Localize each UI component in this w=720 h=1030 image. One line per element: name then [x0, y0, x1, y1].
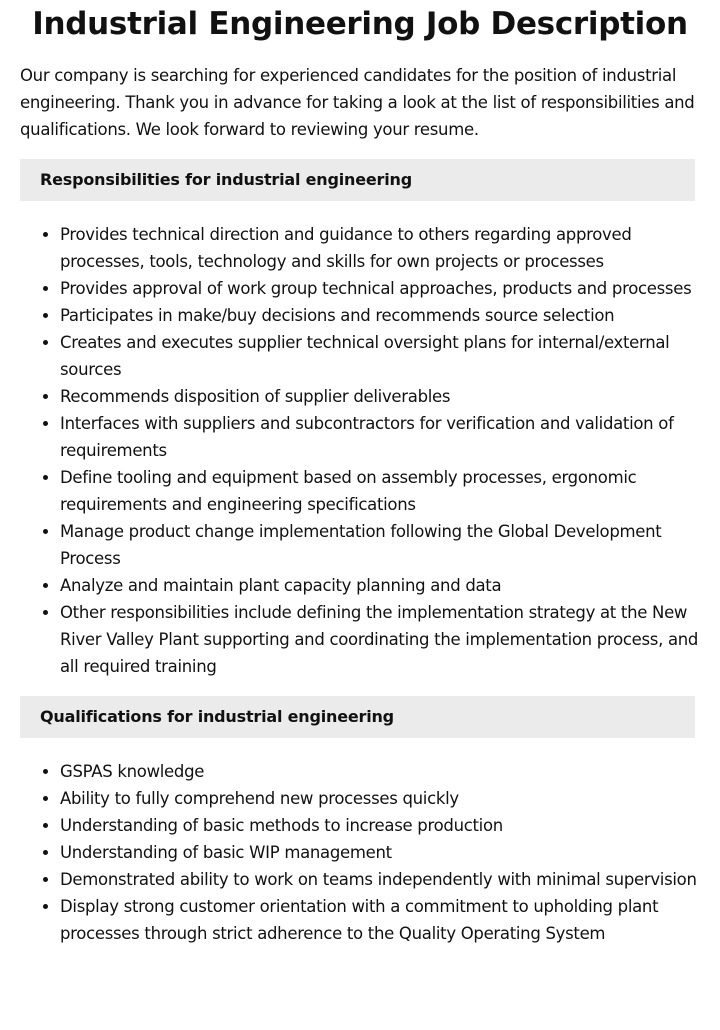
list-item: • Understanding of basic WIP management [60, 839, 700, 866]
list-item: • Display strong customer orientation with a commitment to upholding plant processes through strict adherence to the Quality Operating System [60, 893, 700, 947]
list-item: • Demonstrated ability to work on teams independently with minimal supervision [60, 866, 700, 893]
list-item: • Participates in make/buy decisions and recommends source selection [60, 302, 700, 329]
list-item: • Manage product change implementation following the Global Development Process [60, 518, 700, 572]
page-title: Industrial Engineering Job Description [32, 6, 688, 42]
list-item: • Provides approval of work group technical approaches, products and processes [60, 275, 700, 302]
list-item: • Define tooling and equipment based on assembly processes, ergonomic requirements and engineering specifications [60, 464, 700, 518]
list-item: • Ability to fully comprehend new processes quickly [60, 785, 700, 812]
list-item: • Interfaces with suppliers and subcontractors for verification and validation of requirements [60, 410, 700, 464]
list-item: • Provides technical direction and guidance to others regarding approved processes, tools, technology and skills for own projects or processes [60, 221, 700, 275]
list-item: • Analyze and maintain plant capacity planning and data [60, 572, 700, 599]
responsibilities-list [0, 221, 700, 680]
list-item: • Recommends disposition of supplier deliverables [60, 383, 700, 410]
intro-paragraph: Our company is searching for experienced candidates for the position of industrial engineering. Thank you in advance for taking a look at the list of responsibilities and qualifications. We look forward to reviewing your resume. [20, 66, 695, 139]
list-item: • GSPAS knowledge [60, 758, 700, 785]
qualifications-heading: Qualifications for industrial engineering [20, 696, 695, 738]
list-item: • Other responsibilities include defining the implementation strategy at the New River Valley Plant supporting and coordinating the implementation process, and all required training [60, 599, 700, 680]
list-item: • Creates and executes supplier technical oversight plans for internal/external sources [60, 329, 700, 383]
responsibilities-heading: Responsibilities for industrial engineering [20, 159, 695, 201]
qualifications-list [0, 758, 700, 947]
list-item: • Understanding of basic methods to increase production [60, 812, 700, 839]
